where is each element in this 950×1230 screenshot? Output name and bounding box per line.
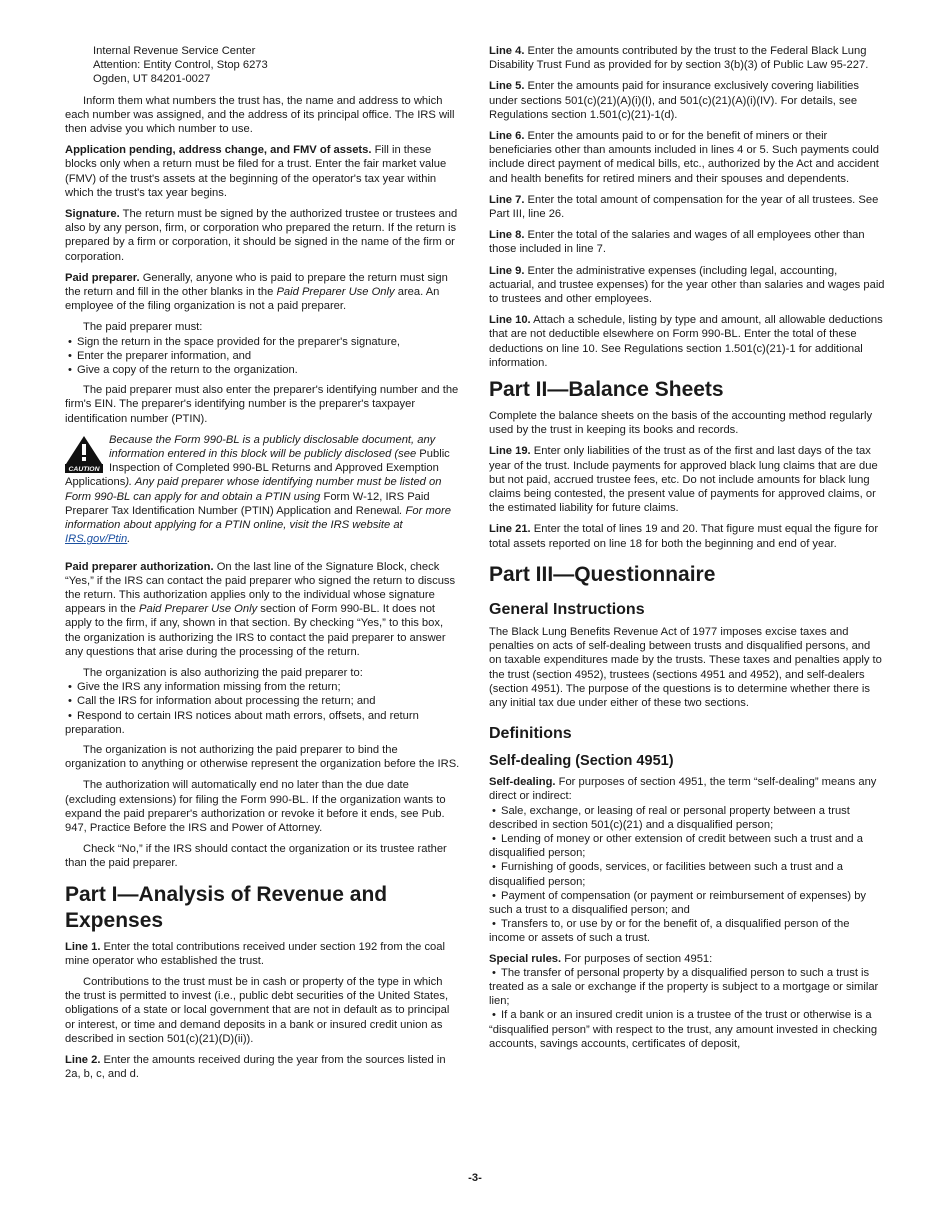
line-label: Line 21. <box>489 523 531 536</box>
line-text: Enter the amounts received during the year from the sources listed in 2a, b, c, and d. <box>65 1053 446 1081</box>
line-text: Enter the total contributions received under section 192 from the coal mine operator who established the trust. <box>65 940 445 967</box>
line19-paragraph <box>489 444 885 515</box>
caution-text-4: . <box>127 533 131 546</box>
list-item: • Payment of compensation (or payment or reimbursement of expenses) by such a trust to a disqualified person; and <box>489 889 885 917</box>
part1-heading: Part I—Analysis of Revenue and Expenses <box>65 882 388 932</box>
line2-paragraph <box>65 1053 461 1081</box>
caution-text-2: ). Any paid preparer whose identifying number must be listed on Form 990-BL can apply for and obtain a PTIN using <box>65 476 442 503</box>
list-item: • Sale, exchange, or leasing of real or personal property between a trust described in section 501(c)(21) and a disqualified person; <box>489 804 885 832</box>
ppa-not-auth: The organization is not authorizing the paid preparer to bind the organization to anything or otherwise represent the organization before the IRS. <box>65 743 460 771</box>
special-rules-text: For purposes of section 4951: <box>564 952 713 965</box>
line-text: Enter the amounts paid for insurance exclusively covering liabilities under sections 501(c)(21)(A)(i)(I), and 501(c)(21)(A)(i)(IV). For details, see Regulations section 1.501(c)(21)-1(d). <box>489 80 859 121</box>
paid-preparer-text-2: area. An employee of the filing organization is not a paid preparer. <box>65 286 440 313</box>
special-rules-label: Special rules. <box>489 952 562 965</box>
caution-icon-label: CAUTION <box>68 465 100 473</box>
caution-text-3: . For more information about applying for a PTIN online, visit the IRS website at <box>65 504 451 532</box>
irs-address <box>93 44 461 87</box>
line-label: Line 10. <box>489 314 531 327</box>
line7-paragraph <box>489 193 885 221</box>
ppa-title: Paid preparer authorization. <box>65 560 214 573</box>
right-column <box>489 44 885 1057</box>
self-dealing-text: For purposes of section 4951, the term “self-dealing” means any direct or indirect: <box>489 776 877 803</box>
special-rules-list <box>489 966 885 1051</box>
list-item: • Furnishing of goods, services, or facilities between such a trust and a disqualified person; <box>489 860 885 888</box>
ppa-paragraph <box>65 560 461 659</box>
line-label: Line 2. <box>65 1053 101 1066</box>
line-text: Attach a schedule, listing by type and amount, all allowable deductions that are not deductible elsewhere on Form 990-BL. Enter the total of these deductions on line 10. See Regulations section 1.501(c)(21)-1 for additional information. <box>489 314 883 369</box>
list-item: • If a bank or an insured credit union is a trustee of the trust or otherwise is a “disqualified person” with respect to the trust, any amount invested in checking accounts, savings accounts, certificates of deposit, <box>489 1008 885 1051</box>
list-item: • Give a copy of the return to the organization. <box>65 363 461 377</box>
list-item: • Give the IRS any information missing from the return; <box>65 680 461 694</box>
part2-intro: Complete the balance sheets on the basis of the accounting method regularly used by the trust in keeping its books and records. <box>489 410 873 437</box>
line-text: Enter the amounts paid to or for the benefit of miners or their beneficiaries other than amounts included in lines 4 or 5. Such payments could include direct payment of medical bills, etc., authorized by the Act and accident and health benefits for retired miners and their spouses and dependents. <box>489 130 879 185</box>
line-label: Line 1. <box>65 940 101 953</box>
part3-heading: Part III—Questionnaire <box>489 562 716 586</box>
line4-paragraph <box>489 44 885 72</box>
line5-paragraph <box>489 79 885 122</box>
app-pending-paragraph <box>65 143 461 200</box>
caution-text-upright-2: Form W-12, IRS Paid Preparer Tax Identification Number (PTIN) Application and Renewal <box>65 490 430 517</box>
line-label: Line 5. <box>489 80 525 93</box>
line9-paragraph <box>489 264 885 307</box>
ppa-italic: Paid Preparer Use Only <box>139 603 258 616</box>
ppa-auto-end: The authorization will automatically end no later than the due date (excluding extensions) for filing the Form 990-BL. If the organization wants to expand the paid preparer's authorization or revoke it before it ends, see Pub. 947, Practice Before the IRS and Power of Attorney. <box>65 779 446 834</box>
line8-paragraph <box>489 228 885 256</box>
ppa-text-2: section of Form 990-BL. It does not apply to the firm, if any, shown in that section. By checking “Yes,” to this box, the organization is authorizing the IRS to contact the paid preparer to answer any questions that arise during the processing of the return. <box>65 603 446 658</box>
list-item: • Sign the return in the space provided for the preparer's signature, <box>65 335 461 349</box>
page-number: -3- <box>468 1172 482 1184</box>
line-text: Enter the amounts contributed by the trust to the Federal Black Lung Disability Trust Fund as provided for by section 3(b)(3) of Public Law 95-227. <box>489 45 869 72</box>
ppa-also-intro: The organization is also authorizing the paid preparer to: <box>83 666 363 679</box>
line21-paragraph <box>489 522 885 550</box>
list-item: • Transfers to, or use by or for the benefit of, a disqualified person of the income or assets of such a trust. <box>489 917 885 945</box>
line1-paragraph <box>65 940 461 968</box>
self-dealing-paragraph <box>489 775 885 803</box>
line6-paragraph <box>489 129 885 186</box>
preparer-must-list <box>65 335 461 378</box>
preparer-also-paragraph: The paid preparer must also enter the preparer's identifying number and the firm's EIN. The preparer's identifying number is the preparer's taxpayer identification number (PTIN). <box>65 384 459 425</box>
special-rules-paragraph <box>489 952 885 966</box>
left-column <box>65 44 461 1088</box>
caution-icon <box>65 435 103 473</box>
signature-text: The return must be signed by the authorized trustee or trustees and also by any person, firm, or corporation who prepared the return. If the return is prepared by a firm or corporation, it should be signed in the name of the firm or corporation. <box>65 208 458 263</box>
caution-text-upright: Public Inspection of Completed 990-BL Returns and Approved Exemption Applications <box>65 448 450 489</box>
list-item: • Call the IRS for information about processing the return; and <box>65 694 461 708</box>
line-label: Line 9. <box>489 264 525 277</box>
self-dealing-label: Self-dealing. <box>489 776 556 789</box>
line1-cont-paragraph: Contributions to the trust must be in cash or property of the type in which the trust is permitted to invest (i.e., public debt securities of the United States, obligations of a state or local government that are not in default as to principal or interest, or time and demand deposits in a bank or insured credit union as described in section 501(c)(21)(D)(ii)). <box>65 975 450 1045</box>
ppa-list <box>65 680 461 737</box>
line-text: Enter the total of the salaries and wages of all employees other than those included in line 7. <box>489 229 865 256</box>
inform-paragraph: Inform them what numbers the trust has, the name and address to which each number was assigned, and the address of its principal office. The IRS will then advise you which number to use. <box>65 94 455 136</box>
app-pending-title: Application pending, address change, and FMV of assets. <box>65 144 372 157</box>
line-label: Line 8. <box>489 229 525 242</box>
signature-paragraph <box>65 207 461 264</box>
address-line: Ogden, UT 84201-0027 <box>93 73 211 86</box>
app-pending-text: Fill in these blocks only when a return must be filed for a trust. Enter the fair market value (FMV) of the trust's assets at the beginning of the operator's tax year within which the trust's tax year begins. <box>65 144 447 199</box>
list-item: • The transfer of personal property by a disqualified person to such a trust is treated as a sale or exchange if the property is subject to a mortgage or similar lien; <box>489 966 885 1009</box>
definitions-heading: Definitions <box>489 725 572 743</box>
line-text: Enter only liabilities of the trust as of the first and last days of the tax year of the trust. Include payments for approved black lung claims that are due but not paid, accrued trustee fees, etc. Do not include amounts for black lung claims being contested, the present value of payments for approved claims, or the estimated liability for future claims. <box>489 445 878 515</box>
ppa-text: On the last line of the Signature Block, check “Yes,” if the IRS can contact the paid preparer who signed the return to discuss the return. This authorization applies only to the individual whose signature appears in the <box>65 560 456 616</box>
paid-preparer-text: Generally, anyone who is paid to prepare the return must sign the return and fill in the other blanks in the <box>65 271 448 299</box>
preparer-must-intro: The paid preparer must: <box>83 321 203 334</box>
ptin-link[interactable]: IRS.gov/Ptin <box>65 533 128 546</box>
line-text: Enter the total of lines 19 and 20. That figure must equal the figure for total assets reported on line 18 for both the beginning and end of year. <box>489 523 879 550</box>
line-text: Enter the total amount of compensation for the year of all trustees. See Part III, line 26. <box>489 193 879 221</box>
self-dealing-heading: Self-dealing (Section 4951) <box>489 753 674 770</box>
general-instructions-text: The Black Lung Benefits Revenue Act of 1977 imposes excise taxes and penalties on acts of self-dealing between trusts and disqualified persons, and on taxable expenditures made by the trusts. These taxes and penalties apply to the trust (section 4952), trustees (sections 4951 and 4952), and self-dealers (section 4951). The purpose of the questions is to determine whether there is any initial tax due under either of these two sections. <box>489 625 882 709</box>
paid-preparer-italic: Paid Preparer Use Only <box>276 286 395 299</box>
line-label: Line 4. <box>489 45 525 57</box>
line-label: Line 6. <box>489 130 525 143</box>
ppa-check-no: Check “No,” if the IRS should contact the organization or its trustee rather than the paid preparer. <box>65 843 447 870</box>
paid-preparer-paragraph <box>65 271 461 314</box>
caution-note <box>65 433 461 547</box>
self-dealing-list <box>489 804 885 946</box>
list-item: • Enter the preparer information, and <box>65 349 461 363</box>
caution-text: Because the Form 990-BL is a publicly disclosable document, any information entered in this block will be publicly disclosed (see <box>109 433 436 461</box>
line-text: Enter the administrative expenses (including legal, accounting, actuarial, and trustee expenses) for the year other than salaries and wages paid to trustees and other employees. <box>489 264 885 306</box>
list-item: • Respond to certain IRS notices about math errors, offsets, and return preparation. <box>65 709 461 737</box>
list-item: • Lending of money or other extension of credit between such a trust and a disqualified person; <box>489 832 885 860</box>
address-line: Internal Revenue Service Center <box>93 45 256 57</box>
general-instructions-heading: General Instructions <box>489 600 645 618</box>
signature-title: Signature. <box>65 208 120 221</box>
line-label: Line 7. <box>489 193 525 206</box>
line10-paragraph <box>489 313 885 370</box>
paid-preparer-title: Paid preparer. <box>65 271 140 284</box>
address-line: Attention: Entity Control, Stop 6273 <box>93 59 268 72</box>
part2-heading: Part II—Balance Sheets <box>489 378 724 402</box>
line-label: Line 19. <box>489 445 531 458</box>
